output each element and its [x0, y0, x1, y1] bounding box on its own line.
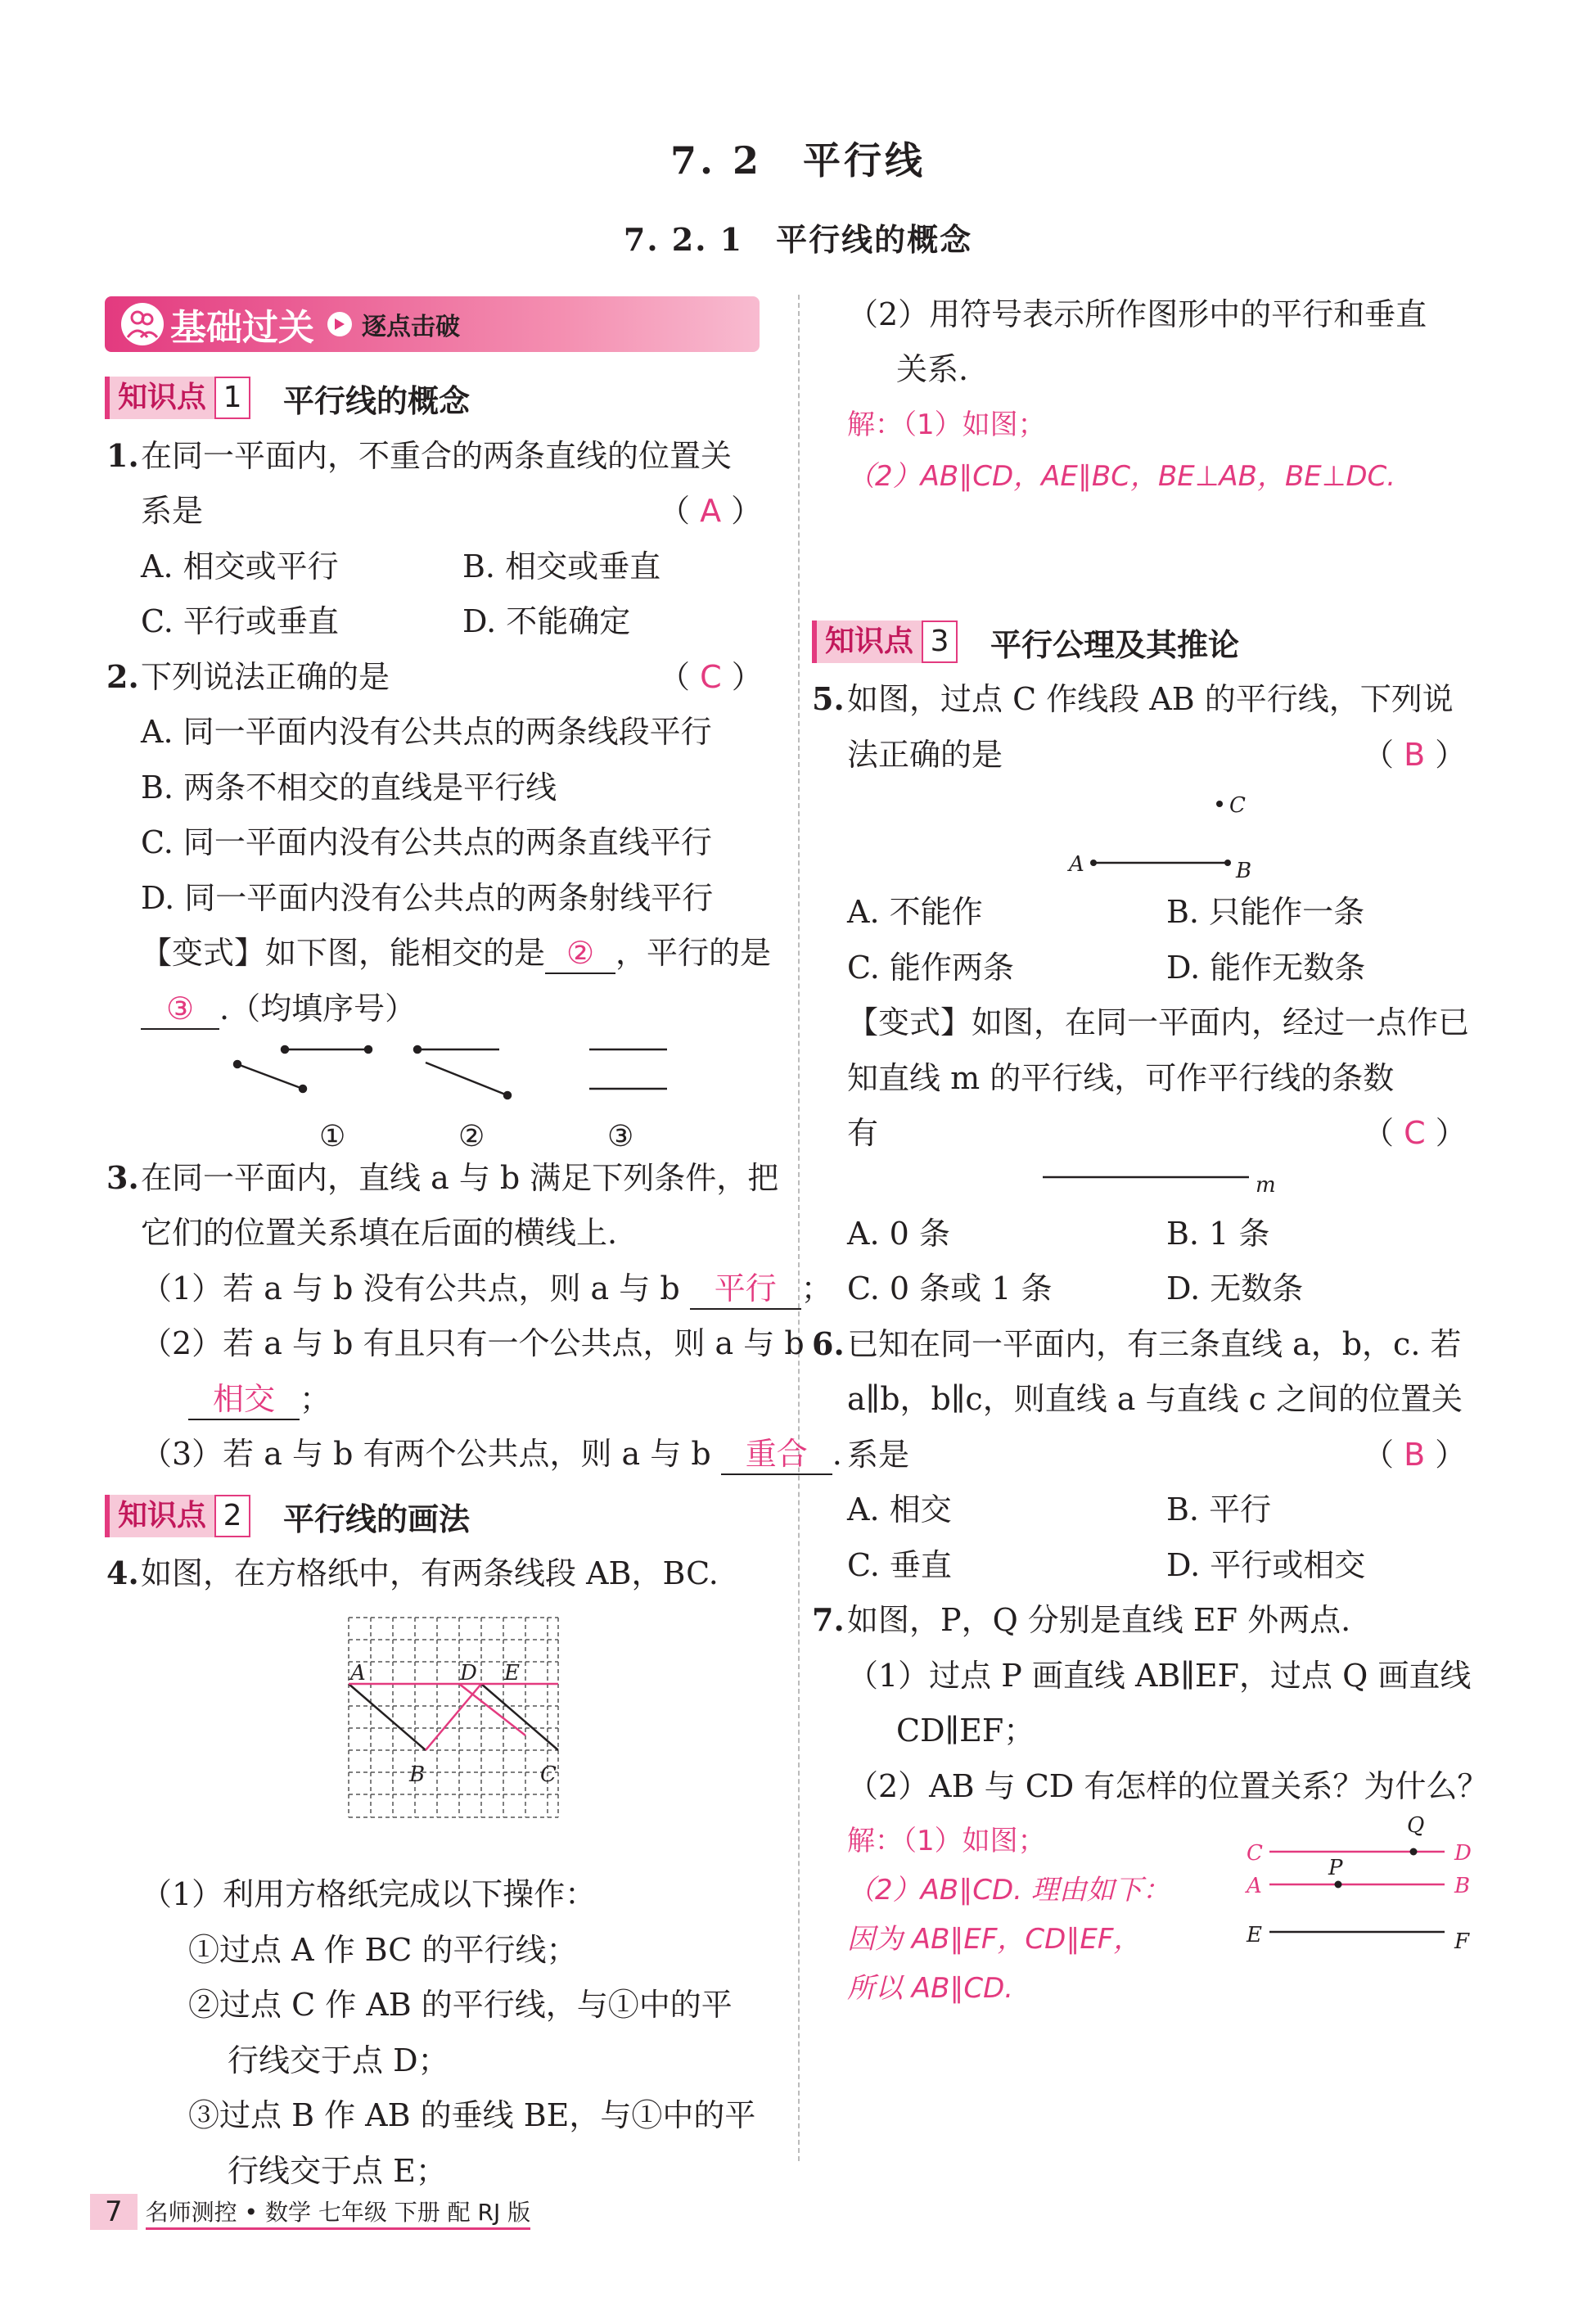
- q3-line1: 在同一平面内，直线 a 与 b 满足下列条件，把: [141, 1160, 779, 1196]
- q4-sub1b-line1: ②过点 C 作 AB 的平行线，与①中的平: [188, 1987, 733, 2023]
- q7-solution-2: （2）AB∥CD. 理由如下：: [847, 1874, 1170, 1907]
- q7-solution-3: 因为 AB∥EF，CD∥EF，: [847, 1923, 1142, 1956]
- q2-variant-answer-2: ③: [141, 989, 219, 1030]
- q7-sub1-line2: CD∥EF；: [896, 1713, 1035, 1749]
- q3-sub2-end: ；: [300, 1381, 331, 1417]
- q4-sub2-line1: （2）用符号表示所作图形中的平行和垂直: [847, 296, 1427, 332]
- q6-option-c: C. 垂直: [847, 1547, 952, 1583]
- q5-variant-answer: C: [1404, 1115, 1426, 1151]
- q4-label-b: B: [409, 1762, 426, 1787]
- q5-label-c: C: [1229, 793, 1246, 818]
- q2-variant-line1: [141, 933, 771, 974]
- kd-title: 平行公理及其推论: [990, 626, 1240, 663]
- q5-option-b: B. 只能作一条: [1166, 894, 1365, 930]
- q5-variant-option-a: A. 0 条: [847, 1216, 950, 1252]
- q6-option-d: D. 平行或相交: [1166, 1547, 1366, 1583]
- q4-label-c: C: [540, 1762, 557, 1787]
- q2-option-a: A. 同一平面内没有公共点的两条线段平行: [141, 714, 712, 750]
- q6-line2: a∥b，b∥c，则直线 a 与直线 c 之间的位置关: [847, 1381, 1463, 1417]
- q4-sub1: （1）利用方格纸完成以下操作：: [141, 1876, 597, 1912]
- q5-variant-option-b: B. 1 条: [1166, 1216, 1270, 1252]
- q5-label-b: B: [1236, 859, 1252, 883]
- q4-sub1b-line2: 行线交于点 D；: [228, 2042, 449, 2078]
- q5-variant-line1: 【变式】如图，在同一平面内，经过一点作已: [847, 1004, 1470, 1040]
- q1-answer-paren: （ A ）: [659, 493, 763, 529]
- q3-sub1-text: （1）若 a 与 b 没有公共点，则 a 与 b: [141, 1270, 680, 1306]
- q4-number: 4.: [106, 1555, 139, 1591]
- q2-variant-figure: [229, 1040, 688, 1162]
- q1-option-c: C. 平行或垂直: [141, 603, 339, 639]
- q4-line1: 如图，在方格纸中，有两条线段 AB，BC.: [141, 1555, 719, 1591]
- q5-answer-paren: （ B ）: [1363, 737, 1467, 773]
- fig-label-1: ①: [319, 1120, 346, 1153]
- q7-solution-4: 所以 AB∥CD.: [847, 1972, 1014, 2005]
- q5-figure: [1064, 786, 1277, 884]
- page-footer: [90, 2194, 530, 2230]
- q7-sub1-line1: （1）过点 P 画直线 AB∥EF，过点 Q 画直线: [847, 1658, 1472, 1694]
- q7-label-a: A: [1247, 1874, 1262, 1898]
- section-banner: [105, 296, 760, 352]
- q4-label-a: A: [350, 1661, 366, 1686]
- q2-option-b: B. 两条不相交的直线是平行线: [141, 769, 557, 806]
- q3-answer-3: 重合: [721, 1434, 832, 1475]
- q4-sub1a: ①过点 A 作 BC 的平行线；: [188, 1932, 578, 1968]
- knowledge-point-1: [105, 377, 470, 419]
- q5-option-d: D. 能作无数条: [1166, 950, 1366, 986]
- q4-label-e: E: [504, 1661, 520, 1686]
- kd-number: 1: [214, 377, 250, 419]
- q2-line1: 下列说法正确的是: [141, 659, 390, 695]
- q1-line2: 系是: [141, 493, 204, 529]
- q6-number: 6.: [812, 1325, 845, 1362]
- q4-label-d: D: [460, 1661, 477, 1686]
- q2-variant-text-b: ，平行的是: [615, 935, 772, 971]
- page-number: 7: [90, 2194, 138, 2230]
- q5-number: 5.: [812, 680, 845, 717]
- q2-option-d: D. 同一平面内没有公共点的两条射线平行: [141, 880, 714, 916]
- q3-sub3-end: .: [832, 1436, 842, 1472]
- q3-sub2-cont: [188, 1379, 331, 1420]
- banner-title: 基础过关: [170, 307, 314, 349]
- q7-label-p: P: [1328, 1856, 1343, 1880]
- q7-label-c: C: [1247, 1841, 1263, 1866]
- q1-option-a: A. 相交或平行: [141, 548, 339, 584]
- q5-variant-line3: 有: [847, 1115, 879, 1151]
- q7-label-f: F: [1454, 1929, 1470, 1954]
- q6-option-a: A. 相交: [847, 1491, 952, 1528]
- q5-variant-answer-paren: （ C ）: [1363, 1115, 1467, 1151]
- q7-label-e: E: [1247, 1923, 1262, 1947]
- q2-variant-line2: [141, 989, 416, 1030]
- kd-tag: 知识点: [105, 1495, 214, 1537]
- q3-answer-1: 平行: [690, 1269, 801, 1310]
- q1-number: 1.: [106, 437, 139, 474]
- play-icon: [327, 312, 352, 336]
- q2-variant-text-c: .（均填序号）: [219, 991, 417, 1027]
- q3-sub2: （2）若 a 与 b 有且只有一个公共点，则 a 与 b: [141, 1325, 805, 1361]
- q2-number: 2.: [106, 658, 139, 695]
- q3-sub3-text: （3）若 a 与 b 有两个公共点，则 a 与 b: [141, 1436, 711, 1472]
- q6-answer-paren: （ B ）: [1363, 1437, 1467, 1473]
- section-title: 7. 2. 1 平行线的概念: [623, 221, 973, 258]
- q4-sub1c-line2: 行线交于点 E；: [228, 2153, 447, 2189]
- q5-option-a: A. 不能作: [847, 894, 983, 930]
- students-icon: [119, 301, 165, 347]
- kd-title: 平行线的概念: [283, 382, 471, 419]
- q4-solution-2: （2）AB∥CD，AE∥BC，BE⊥AB，BE⊥DC.: [847, 460, 1396, 493]
- q7-line1: 如图，P，Q 分别是直线 EF 外两点.: [847, 1602, 1351, 1638]
- knowledge-point-2: [105, 1495, 470, 1537]
- q1-option-d: D. 不能确定: [462, 603, 631, 639]
- q7-label-q: Q: [1407, 1813, 1425, 1838]
- footer-text: 名师测控 • 数学 七年级 下册 配 RJ 版: [146, 2195, 531, 2230]
- fig-label-2: ②: [458, 1120, 485, 1153]
- q5-variant-option-d: D. 无数条: [1166, 1270, 1304, 1306]
- q4-solution-1: 解：（1）如图；: [847, 408, 1046, 441]
- q7-solution-1: 解：（1）如图；: [847, 1825, 1046, 1857]
- q2-option-c: C. 同一平面内没有公共点的两条直线平行: [141, 824, 712, 860]
- q7-number: 7.: [812, 1601, 845, 1638]
- knowledge-point-3: [812, 621, 1239, 663]
- q2-variant-answer-1: ②: [545, 933, 615, 974]
- q6-option-b: B. 平行: [1166, 1491, 1272, 1528]
- q7-sub2: （2）AB 与 CD 有怎样的位置关系？为什么？: [847, 1768, 1489, 1804]
- q4-sub2-line2: 关系.: [896, 351, 969, 387]
- q5-option-c: C. 能作两条: [847, 950, 1014, 986]
- q2-variant-text-a: 【变式】如下图，能相交的是: [141, 935, 546, 971]
- q1-line1: 在同一平面内，不重合的两条直线的位置关: [141, 438, 733, 474]
- q2-answer-paren: （ C ）: [659, 659, 763, 695]
- kd-number: 3: [922, 621, 958, 663]
- q7-label-d: D: [1454, 1841, 1472, 1866]
- q2-answer: C: [700, 659, 722, 695]
- q5-label-a: A: [1069, 852, 1084, 877]
- q3-number: 3.: [106, 1159, 139, 1196]
- kd-tag: 知识点: [812, 621, 922, 663]
- q5-line2: 法正确的是: [847, 737, 1003, 773]
- chapter-title: 7. 2 平行线: [670, 138, 926, 183]
- banner-subtitle: 逐点击破: [362, 313, 460, 341]
- q5-variant-line2: 知直线 m 的平行线，可作平行线的条数: [847, 1060, 1395, 1096]
- q3-answer-2: 相交: [188, 1379, 300, 1420]
- q5-line1: 如图，过点 C 作线段 AB 的平行线，下列说: [847, 681, 1454, 717]
- fig-label-3: ③: [607, 1120, 634, 1153]
- q7-figure: [1240, 1809, 1486, 1956]
- q5-answer: B: [1404, 737, 1426, 773]
- q5-variant-figure: [1039, 1162, 1285, 1203]
- q3-sub1-end: ；: [800, 1270, 832, 1306]
- q6-line3: 系是: [847, 1437, 910, 1473]
- q3-line2: 它们的位置关系填在后面的横线上.: [141, 1215, 618, 1251]
- kd-title: 平行线的画法: [283, 1500, 471, 1537]
- q4-sub1c-line1: ③过点 B 作 AB 的垂线 BE，与①中的平: [188, 2097, 756, 2133]
- column-divider: [798, 295, 800, 2161]
- q6-line1: 已知在同一平面内，有三条直线 a，b，c. 若: [847, 1326, 1462, 1362]
- q7-label-b: B: [1454, 1874, 1471, 1898]
- q5-variant-option-c: C. 0 条或 1 条: [847, 1270, 1053, 1306]
- kd-number: 2: [214, 1495, 250, 1537]
- q6-answer: B: [1404, 1437, 1426, 1473]
- kd-tag: 知识点: [105, 377, 214, 419]
- q4-grid-figure: [344, 1613, 573, 1825]
- q3-sub3: [141, 1434, 842, 1475]
- q3-sub1: [141, 1269, 832, 1310]
- q1-option-b: B. 相交或垂直: [462, 548, 661, 584]
- q1-answer: A: [700, 493, 722, 529]
- q5-variant-label-m: m: [1256, 1173, 1276, 1198]
